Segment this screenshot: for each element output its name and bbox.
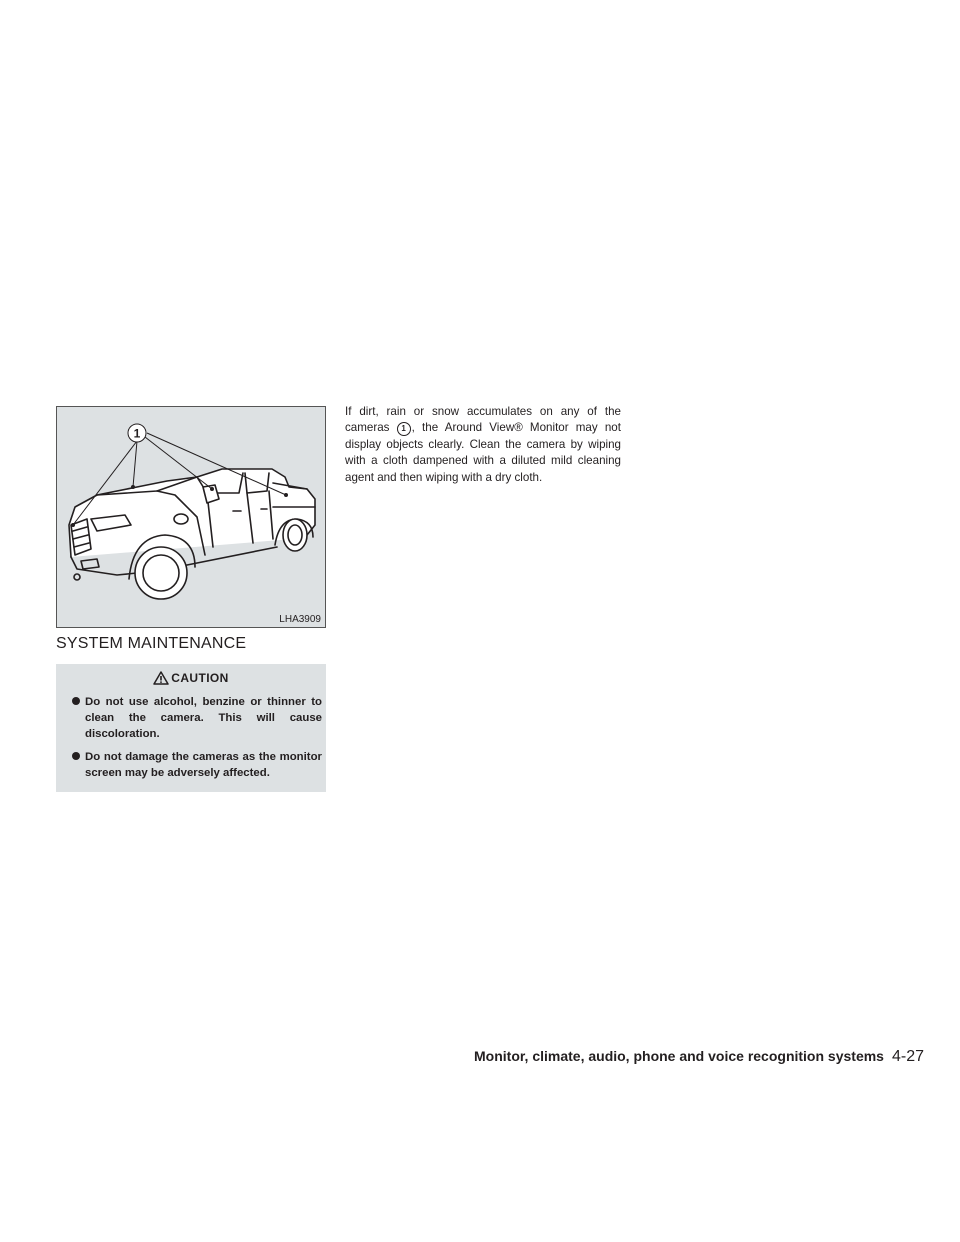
caution-box [56,664,326,792]
caution-heading-text: CAUTION [171,671,229,685]
figure-callout-1: 1 [133,426,141,441]
bullet-icon [72,697,80,705]
maintenance-paragraph [345,404,621,486]
section-title: SYSTEM MAINTENANCE [56,635,247,652]
paragraph-text-end: , the Around View® Monitor may not display objects clearly. Clean the camera by wiping with a cloth dampened with a diluted mild cleaning agent and then wiping with a dry cloth. [345,421,621,484]
caution-item-text: Do not damage the cameras as the monitor screen may be adversely affected. [85,751,322,779]
truck-camera-figure [56,406,326,628]
caution-item [72,694,322,742]
caution-item-text: Do not use alcohol, benzine or thinner to clean the camera. This will cause discoloration. [85,696,322,740]
chapter-title: Monitor, climate, audio, phone and voice recognition systems [474,1048,884,1064]
truck-illustration [57,407,325,627]
callout-1-icon: 1 [397,422,411,436]
caution-heading [56,671,326,685]
figure-code: LHA3909 [279,614,321,625]
caution-item [72,749,322,781]
page-number: 4-27 [891,1048,924,1065]
warning-triangle-icon [153,671,169,685]
bullet-icon [72,752,80,760]
paragraph-text-start: If dirt, rain or snow accumulates on any of the cameras [345,405,621,435]
caution-list [72,694,322,788]
page-footer [474,1048,924,1066]
